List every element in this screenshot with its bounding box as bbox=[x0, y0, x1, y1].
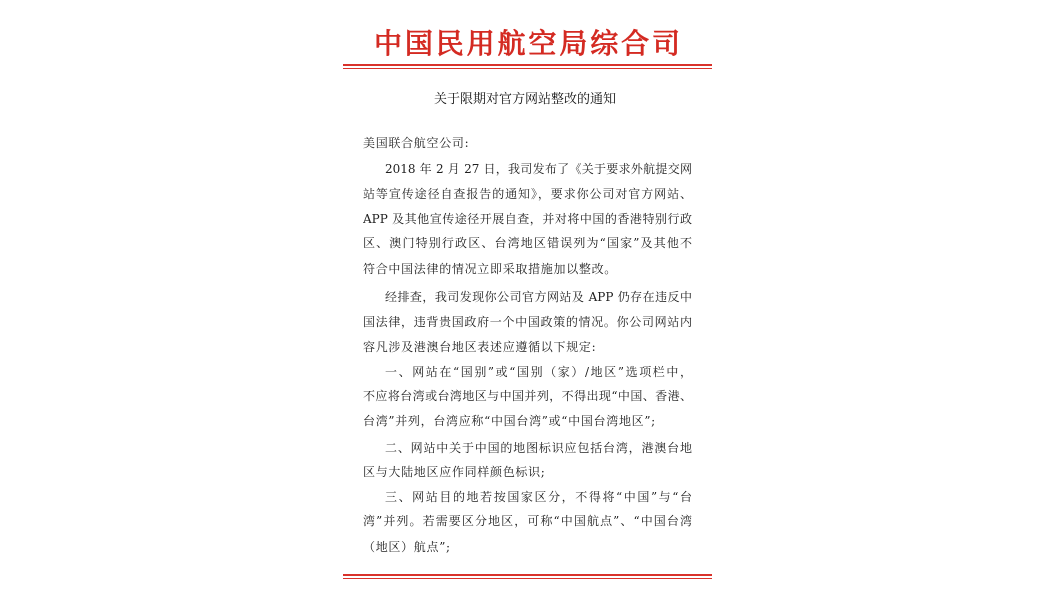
body-line: 区与大陆地区应作同样颜色标识; bbox=[363, 465, 546, 479]
body-line: 一、网站在“国别”或“国别（家）/地区”选项栏中， bbox=[385, 365, 692, 379]
body-line: 区、澳门特别行政区、台湾地区错误列为“国家”及其他不 bbox=[363, 236, 692, 250]
body-line: 台湾”并列，台湾应称“中国台湾”或“中国台湾地区”; bbox=[363, 414, 656, 428]
body-line: 三、网站目的地若按国家区分，不得将“中国”与“台 bbox=[385, 490, 692, 504]
letterhead-rule-top bbox=[343, 64, 712, 66]
body-line: 站等宣传途径自查报告的通知》，要求你公司对官方网站、 bbox=[363, 187, 692, 201]
body-line: 不应将台湾或台湾地区与中国并列，不得出现“中国、香港、 bbox=[363, 389, 692, 403]
body-line: 国法律，违背贵国政府一个中国政策的情况。你公司网站内 bbox=[363, 315, 692, 329]
footer-rule-top bbox=[343, 574, 712, 576]
letterhead-rule-bottom bbox=[343, 68, 712, 69]
footer-rule-bottom bbox=[343, 578, 712, 579]
letterhead-org-name: 中国民用航空局综合司 bbox=[374, 27, 680, 60]
body-line: 符合中国法律的情况立即采取措施加以整改。 bbox=[363, 262, 618, 276]
body-line: 容凡涉及港澳台地区表述应遵循以下规定: bbox=[363, 340, 597, 354]
document-title: 关于限期对官方网站整改的通知 bbox=[433, 92, 616, 107]
body-line: 2018 年 2 月 27 日，我司发布了《关于要求外航提交网 bbox=[385, 162, 692, 176]
body-line: 二、网站中关于中国的地图标识应包括台湾，港澳台地 bbox=[385, 441, 692, 455]
body-line: APP 及其他宣传途径开展自查，并对将中国的香港特别行政 bbox=[363, 212, 692, 226]
body-line: 经排查，我司发现你公司官方网站及 APP 仍存在违反中 bbox=[385, 290, 692, 304]
body-line: （地区）航点”; bbox=[363, 540, 451, 554]
body-line: 湾”并列。若需要区分地区，可称“中国航点”、“中国台湾 bbox=[363, 514, 692, 528]
salutation: 美国联合航空公司: bbox=[363, 136, 470, 150]
